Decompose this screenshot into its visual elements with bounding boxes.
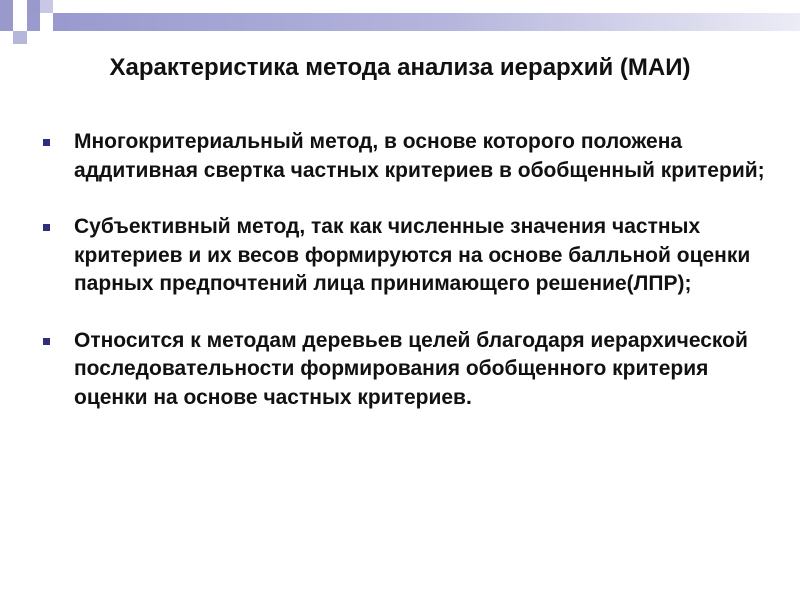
bullet-text: Относится к методам деревьев целей благодаря иерархической последовательности формирования обобщенного критерия оценки на основе частных критериев. bbox=[74, 328, 748, 409]
square-bullet-icon bbox=[43, 338, 50, 345]
bullet-text: Многокритериальный метод, в основе которого положена аддитивная свертка частных критериев в обобщенный критерий; bbox=[74, 130, 765, 182]
bullet-item bbox=[40, 213, 780, 299]
decorative-square bbox=[0, 0, 13, 13]
decorative-header-band bbox=[0, 13, 800, 31]
slide-title: Характеристика метода анализа иерархий (МАИ) bbox=[109, 54, 691, 81]
bullet-item bbox=[40, 128, 780, 185]
bullet-item bbox=[40, 327, 780, 413]
decorative-square bbox=[40, 0, 53, 13]
decorative-square bbox=[13, 13, 27, 31]
decorative-square bbox=[27, 0, 40, 13]
bullet-text: Субъективный метод, так как численные значения частных критериев и их весов формируются на основе балльной оценки парных предпочтений лица принимающего решение(ЛПР); bbox=[74, 215, 751, 295]
decorative-square bbox=[13, 31, 27, 44]
decorative-square bbox=[40, 13, 53, 31]
square-bullet-icon bbox=[43, 224, 50, 231]
bullet-list bbox=[40, 128, 780, 440]
square-bullet-icon bbox=[43, 139, 50, 146]
